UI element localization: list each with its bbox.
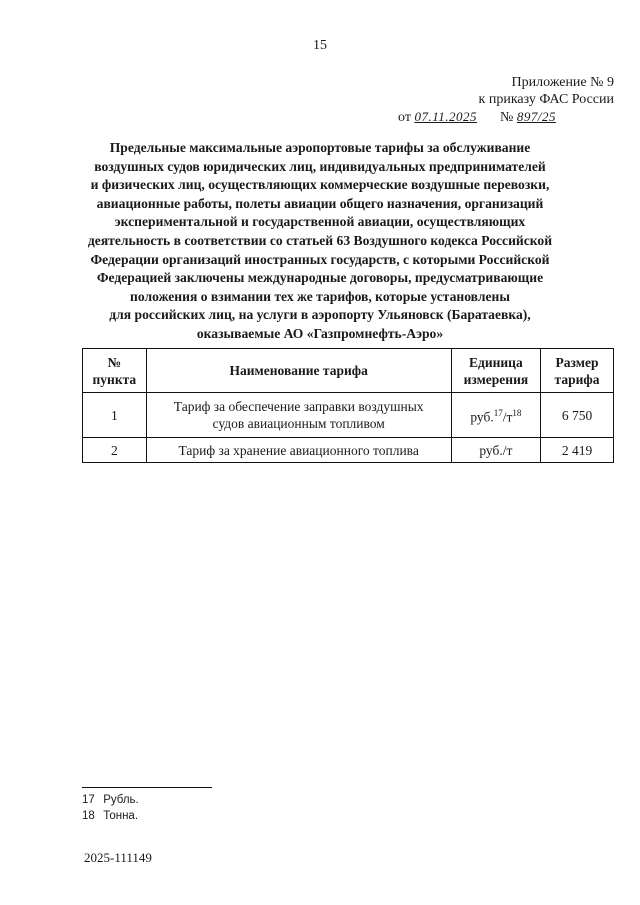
row-number: 2 [83,438,147,463]
order-reference [398,108,556,126]
title-line: Федерации организаций иностранных государств, с которыми Российской [90,251,550,267]
title-line: деятельность в соответствии со статьей 63 Воздушного кодекса Российской [87,232,553,248]
footnote: 18 Тонна. [82,810,139,822]
row-rate: 2 419 [541,438,614,463]
tariff-table [82,348,614,463]
footnote-divider [82,787,212,788]
table-row [83,393,614,438]
title-line: воздушных судов юридических лиц, индивидуальных предпринимателей [94,158,546,174]
title-line: Предельные максимальные аэропортовые тарифы за обслуживание [109,140,531,155]
header-item-number: № пункта [83,349,147,393]
title-line: и физических лиц, осуществляющих коммерческие воздушные перевозки, [90,177,550,193]
table-row [83,438,614,463]
order-number: 897/25 [516,109,556,124]
title-line: Федерацией заключены международные договоры, предусматривающие [96,270,544,286]
document-title [60,139,580,344]
title-line: экспериментальной и государственной авиации, осуществляющих [114,214,526,230]
appendix-subtitle: к приказу ФАС России [478,92,614,107]
header-rate: Размер тарифа [541,349,614,393]
footnotes [82,792,139,824]
row-unit: $руб.^{17}/т^{18}$ [451,393,540,438]
header-tariff-name: Наименование тарифа [146,349,451,393]
number-label: № [499,110,514,125]
header-unit: Единица измерения [451,349,540,393]
title-line: оказываемые АО «Газпромнефть-Аэро» [196,325,444,341]
row-rate: 6 750 [541,393,614,438]
row-unit: руб./т [451,438,540,463]
document-code: 2025-111149 [84,850,152,865]
appendix-title: Приложение № 9 [511,75,614,90]
appendix-header [0,74,614,108]
order-date: 07.11.2025 [414,109,477,124]
title-line: положения о взимании тех же тарифов, которые установлены [130,288,510,304]
table-header-row [83,349,614,393]
title-line: для российских лиц, на услуги в аэропорту Ульяновск (Баратаевка), [109,307,531,323]
row-number: 1 [83,393,147,438]
footnote: 17 Рубль. [82,794,139,806]
from-label: от [398,110,411,125]
row-tariff-name: Тариф за хранение авиационного топлива [146,438,451,463]
row-tariff-name: Тариф за обеспечение заправки воздушных судов авиационным топливом [146,393,451,438]
title-line: авиационные работы, полеты авиации общего назначения, организаций [96,195,544,211]
page-number: 15 [313,38,327,53]
